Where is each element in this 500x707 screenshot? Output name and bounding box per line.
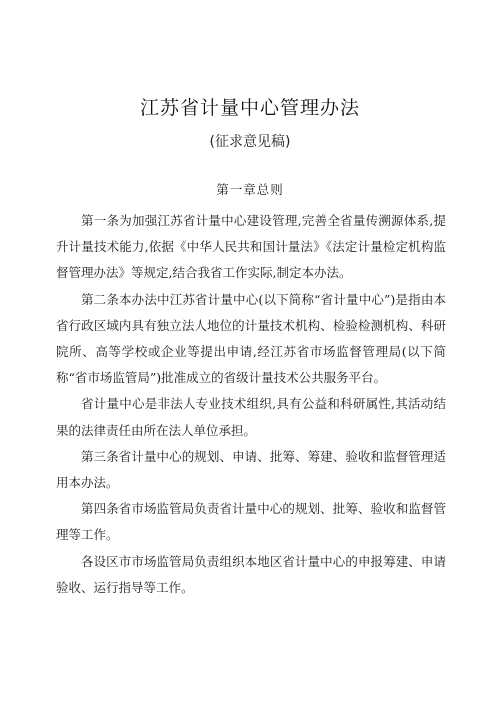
chapter-heading: 第一章总则 [216,182,284,197]
paragraph-article-4-continued: 各设区市市场监管局负责组织本地区省计量中心的申报筹建、申请验收、运行指导等工作。 [56,553,446,595]
paragraph-article-2: 第二条本办法中江苏省计量中心(以下简称“省计量中心”)是指由本省行政区域内具有独立法人地位的计量技术机构、检验检测机构、科研院所、高等学校或企业等提出申请,经江苏省市场监督管理局(以下简称“省市场监管局”)批准成立的省级计量技术公共服务平台。 [56,291,446,386]
paragraph-article-4: 第四条省市场监管局负责省计量中心的规划、批筹、验收和监督管理等工作。 [56,501,446,543]
document-title: 江苏省计量中心管理办法 [139,97,360,119]
paragraph-article-3: 第三条省计量中心的规划、申请、批筹、筹建、验收和监督管理适用本办法。 [56,448,446,491]
document-subtitle: (征求意见稿) [209,134,291,150]
paragraph-article-2-continued: 省计量中心是非法人专业技术组织,具有公益和科研属性,其活动结果的法律责任由所在法人单位承担。 [56,396,446,438]
paragraph-article-1: 第一条为加强江苏省计量中心建设管理,完善全省量传溯源体系,提升计量技术能力,依据《中华人民共和国计量法》《法定计量检定机构监督管理办法》等规定,结合我省工作实际,制定本办法。 [56,213,446,281]
document-body [56,208,446,601]
